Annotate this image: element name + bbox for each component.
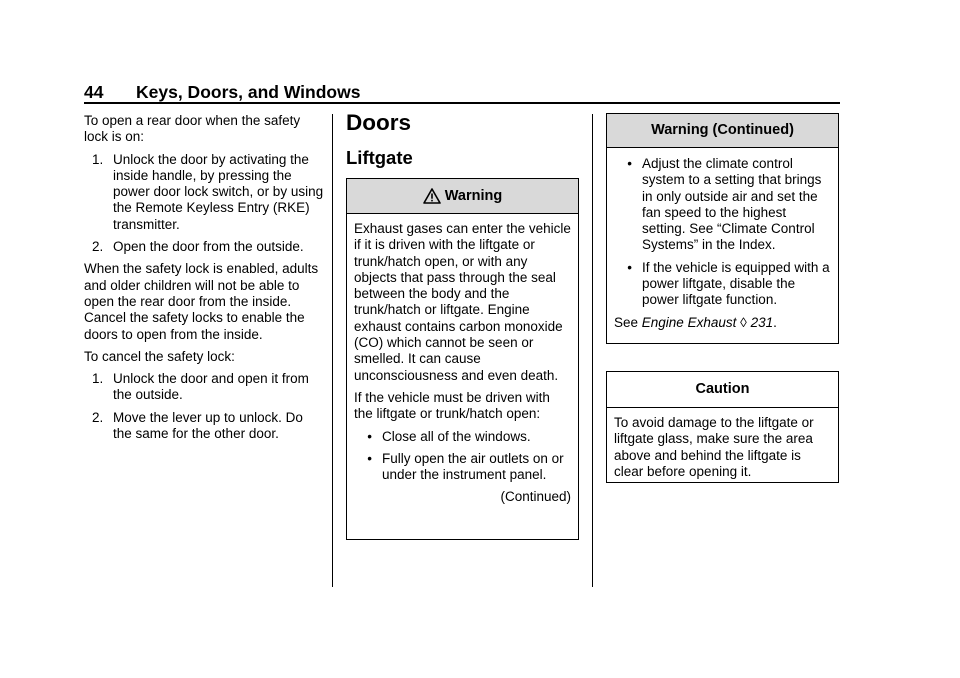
bullet-icon: • [367, 428, 372, 444]
list-item [84, 371, 324, 404]
page-header [84, 82, 360, 103]
step-number: 2. [92, 239, 104, 255]
warning-title: Warning [444, 187, 503, 204]
list-item [84, 410, 324, 443]
column-divider-1 [332, 114, 333, 587]
list-item [84, 152, 324, 233]
step-number: 1. [92, 151, 104, 167]
page-number: 44 [84, 82, 104, 102]
step-text: Unlock the door and open it from the outside. [113, 371, 309, 403]
warning-triangle-icon [423, 188, 441, 204]
list-item [614, 156, 831, 254]
cancel-intro: To cancel the safety lock: [84, 348, 235, 364]
page-ref-arrow-icon: ◊ [740, 314, 747, 330]
bullet-icon: • [367, 450, 372, 466]
caution-body [607, 408, 838, 492]
continued-label: (Continued) [500, 489, 571, 505]
step-text: Move the lever up to unlock. Do the same for the other door. [113, 409, 303, 442]
engine-exhaust-link[interactable]: Engine Exhaust [641, 314, 737, 330]
page-ref-number: 231 [750, 314, 774, 330]
open-steps-list [84, 152, 324, 256]
intro-paragraph: To open a rear door when the safety lock is on: [84, 113, 301, 145]
bullet-icon: • [627, 259, 632, 275]
list-item [354, 429, 571, 445]
header-rule [84, 102, 840, 104]
step-text: Open the door from the outside. [113, 239, 304, 255]
safety-lock-paragraph: When the safety lock is enabled, adults and older children will not be able to open the rear door from the inside. Cancel the safety locks to enable the doors to open from the inside. [84, 261, 319, 342]
column-left [84, 113, 324, 448]
caution-text: To avoid damage to the liftgate or liftgate glass, make sure the area above and behind the liftgate is clear before opening it. [614, 415, 814, 479]
list-item [614, 260, 831, 309]
list-item [84, 239, 324, 255]
list-item [354, 451, 571, 484]
step-number: 2. [92, 409, 104, 425]
subsection-heading: Liftgate [346, 147, 413, 168]
caution-header [607, 372, 838, 408]
warning-box [346, 178, 579, 540]
section-heading: Doors [346, 110, 412, 135]
bullet-text: Adjust the climate control system to a setting that brings in only outside air and set the fan speed to the highest setting. See “Climate Control Systems” in the Index. [642, 156, 822, 253]
caution-box [606, 371, 839, 483]
step-number: 1. [92, 371, 104, 387]
bullet-icon: • [627, 156, 632, 171]
bullet-text: Close all of the windows. [382, 428, 531, 444]
column-divider-2 [592, 114, 593, 587]
warning-paragraph: Exhaust gases can enter the vehicle if it is driven with the liftgate or trunk/hatch open, or with any objects that pass through the seal between the body and the trunk/hatch or liftgate. Engine exhaust contains carbon monoxide (CO) which cannot be seen or smelled. It can cause unconsciousness and even death. [354, 221, 571, 383]
step-text: Unlock the door by activating the inside handle, by pressing the power door lock switch, or by using the Remote Keyless Entry (RKE) transmitter. [113, 151, 324, 232]
see-reference [614, 315, 831, 331]
warning-continued-box [606, 113, 839, 344]
warning-body [347, 214, 578, 512]
bullet-text: Fully open the air outlets on or under the instrument panel. [382, 450, 564, 483]
chapter-title: Keys, Doors, and Windows [136, 82, 361, 102]
warning-continued-header [607, 114, 838, 148]
cancel-steps-list [84, 371, 324, 442]
see-suffix: . [773, 314, 777, 330]
caution-title: Caution [695, 381, 750, 398]
warning-continued-title: Warning (Continued) [651, 122, 794, 139]
warning-paragraph: If the vehicle must be driven with the liftgate or trunk/hatch open: [354, 389, 550, 422]
bullet-text: If the vehicle is equipped with a power liftgate, disable the power liftgate function. [642, 259, 830, 308]
warning-header [347, 179, 578, 214]
see-prefix: See [614, 314, 642, 330]
warning-continued-body [607, 148, 838, 343]
